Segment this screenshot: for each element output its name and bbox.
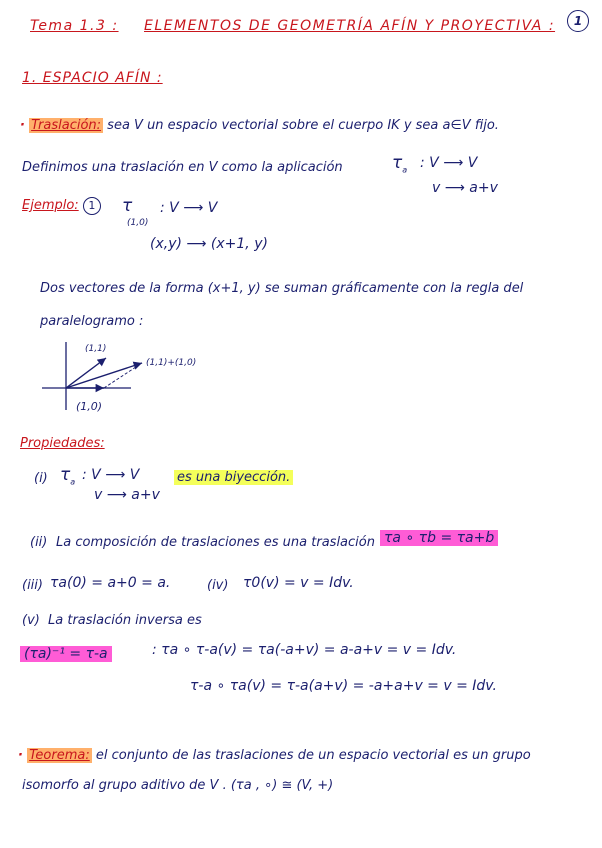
- teorema-row: · Teorema: el conjunto de las traslaciones de un espacio vectorial es un grupo: [18, 748, 531, 763]
- section-heading: 1. ESPACIO AFÍN :: [22, 70, 163, 86]
- prop-i-tau: $\tau_a$: [60, 465, 76, 487]
- prop-iii-formula: τa(0) = a+0 = a.: [50, 575, 171, 591]
- vector-sum: [66, 363, 142, 388]
- parallel-edge: [104, 363, 142, 388]
- definition-line: Definimos una traslación en V como la aplicación: [22, 160, 343, 175]
- page-title: ELEMENTOS DE GEOMETRÍA AFÍN Y PROYECTIVA :: [144, 18, 556, 34]
- tau-symbol: $\tau_a$: [392, 153, 408, 175]
- example-map-domain: : V ⟶ V: [160, 200, 218, 216]
- prop-v-number: (v): [22, 613, 40, 628]
- teorema-line2: isomorfo al grupo aditivo de V . (τa , ∘) ≅ (V, +): [22, 778, 334, 793]
- traslacion-label: Traslación:: [31, 118, 102, 133]
- example-note-line1: Dos vectores de la forma (x+1, y) se suman gráficamente con la regla del: [40, 281, 524, 296]
- prop-i-text: es una biyección.: [174, 470, 293, 485]
- ejemplo-label: Ejemplo:: [22, 198, 79, 213]
- traslacion-text: sea V un espacio vectorial sobre el cuerpo IK y sea a∈V fijo.: [107, 118, 499, 133]
- prop-v-line1: : τa ∘ τ-a(v) = τa(-a+v) = a-a+v = v = Idv.: [152, 642, 457, 658]
- prop-i-rule: v ⟶ a+v: [94, 487, 160, 503]
- map-rule: v ⟶ a+v: [432, 180, 498, 196]
- ejemplo-number: 1: [83, 197, 101, 215]
- example-tau-sub: (1,0): [127, 218, 149, 228]
- example-map-rule: (x,y) ⟶ (x+1, y): [150, 236, 268, 252]
- ejemplo-row: [22, 197, 101, 215]
- prop-iii-number: (iii): [22, 578, 43, 593]
- prop-ii-text: La composición de traslaciones es una traslación: [56, 535, 375, 550]
- prop-i-map: : V ⟶ V: [82, 467, 140, 483]
- example-tau: τ: [122, 196, 133, 216]
- definition-traslacion: · Traslación: sea V un espacio vectorial sobre el cuerpo IK y sea a∈V fijo.: [20, 118, 499, 133]
- diagram-label-v1: (1,1): [85, 344, 107, 354]
- diagram-label-sum: (1,1)+(1,0): [146, 358, 197, 368]
- topic-label: Tema 1.3 :: [30, 18, 119, 34]
- prop-i-number: (i): [34, 471, 48, 486]
- diagram-label-v2: (1,0): [76, 400, 103, 413]
- prop-ii-formula: τa ∘ τb = τa+b: [380, 530, 498, 546]
- teorema-line1: el conjunto de las traslaciones de un espacio vectorial es un grupo: [95, 748, 531, 763]
- parallelogram-diagram: [36, 336, 236, 416]
- prop-ii-number: (ii): [30, 535, 48, 550]
- map-domain: : V ⟶ V: [420, 155, 478, 171]
- example-note-line2: paralelogramo :: [40, 314, 144, 329]
- prop-v-line2: τ-a ∘ τa(v) = τ-a(a+v) = -a+a+v = v = Idv.: [190, 678, 497, 694]
- teorema-label: Teorema:: [29, 748, 90, 763]
- page-number: 1: [567, 10, 589, 32]
- prop-iv-number: (iv): [207, 578, 229, 593]
- prop-iv-formula: τ0(v) = v = Idv.: [243, 575, 354, 591]
- vector-1-1: [66, 358, 106, 388]
- prop-v-inverse: (τa)⁻¹ = τ-a: [20, 646, 112, 662]
- prop-v-text: La traslación inversa es: [48, 613, 202, 628]
- propiedades-label: Propiedades:: [20, 436, 105, 451]
